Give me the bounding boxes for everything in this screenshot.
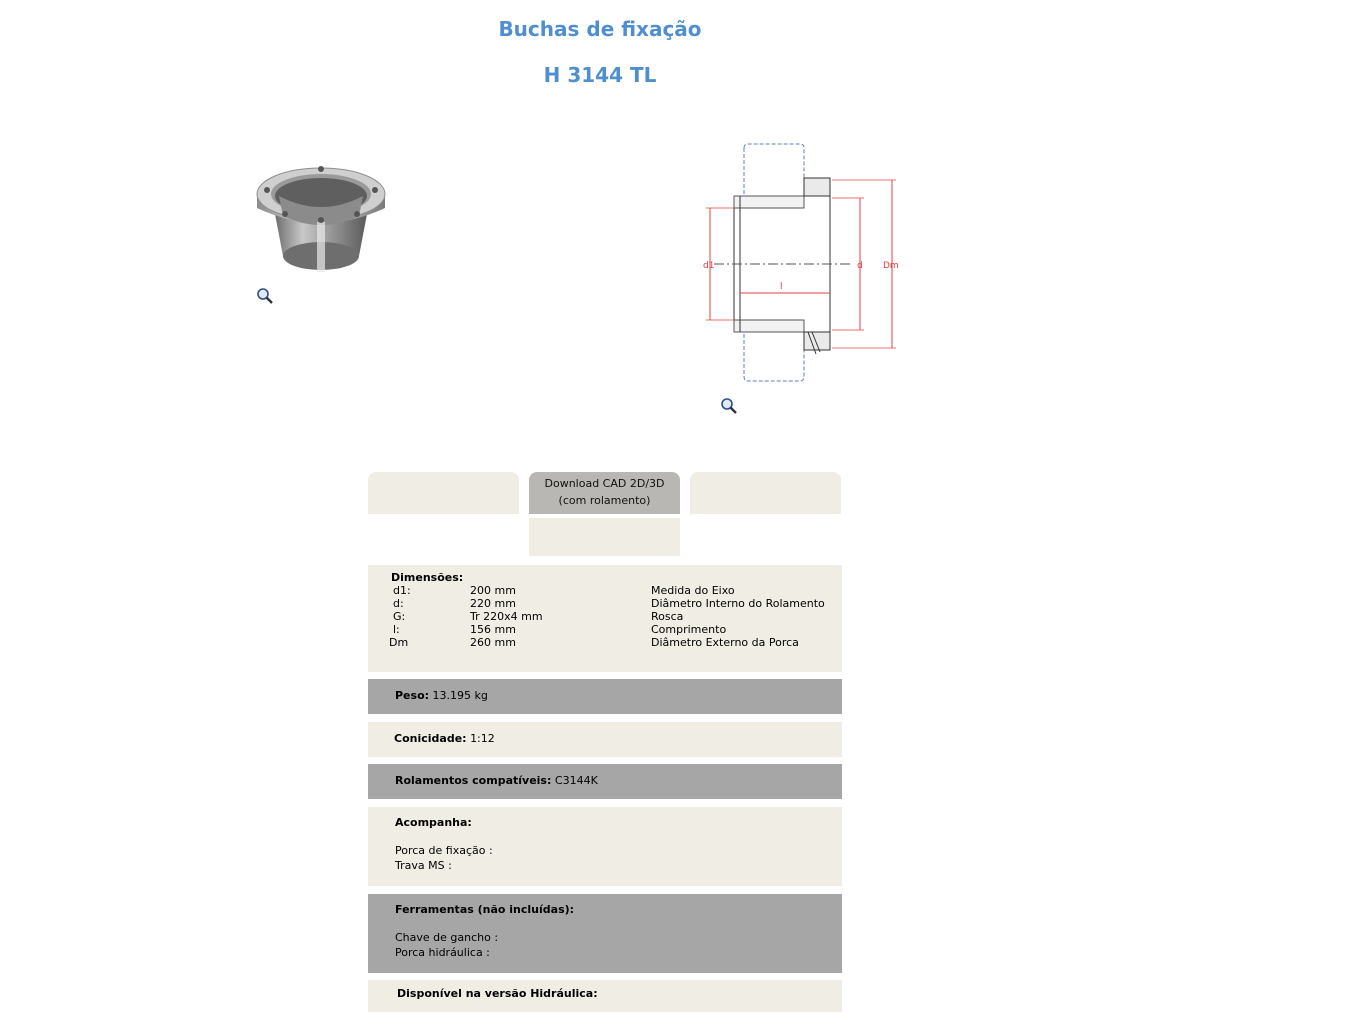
tab-empty-right xyxy=(690,472,841,514)
dimension-row xyxy=(368,597,842,610)
compatible-bearings-panel xyxy=(368,764,842,799)
dimension-symbol: G: xyxy=(393,610,406,623)
tab-empty-left xyxy=(368,472,519,514)
dimension-symbol: d: xyxy=(393,597,404,610)
dimension-value: 260 mm xyxy=(470,636,516,649)
magnifier-icon[interactable] xyxy=(720,397,738,415)
dimension-symbol: d1: xyxy=(393,584,411,597)
taper-label: Conicidade: xyxy=(394,732,467,745)
product-model: H 3144 TL xyxy=(543,63,657,87)
magnifier-icon[interactable] xyxy=(256,287,274,305)
dimensions-panel xyxy=(368,565,842,672)
compatible-bearings-label: Rolamentos compatíveis: xyxy=(395,774,552,787)
compatible-bearings-value: C3144K xyxy=(554,774,598,787)
dimensions-heading: Dimensões: xyxy=(391,571,464,584)
dimension-row xyxy=(368,610,842,623)
tool-item: Chave de gancho : xyxy=(395,931,499,944)
dimension-row xyxy=(368,623,842,636)
dimension-description: Diâmetro Externo da Porca xyxy=(651,636,799,649)
dimension-row xyxy=(368,636,842,649)
dimension-symbol: Dm xyxy=(389,636,409,649)
tools-panel xyxy=(368,894,842,973)
product-photo[interactable] xyxy=(253,156,391,274)
page-title: Buchas de fixação xyxy=(498,17,702,41)
dim-label-dm: Dm xyxy=(883,261,899,271)
dimension-value: 200 mm xyxy=(470,584,516,597)
tab-download-cad[interactable] xyxy=(529,472,680,514)
hydraulic-version-heading: Disponível na versão Hidráulica: xyxy=(397,987,598,1000)
tab-content xyxy=(529,518,680,556)
dim-label-l: l xyxy=(780,282,783,292)
dimension-row xyxy=(368,584,842,597)
included-items-panel xyxy=(368,807,842,886)
tools-heading: Ferramentas (não incluídas): xyxy=(395,903,575,916)
dimension-description: Rosca xyxy=(651,610,684,623)
dimension-symbol: l: xyxy=(393,623,400,636)
included-item: Trava MS : xyxy=(395,859,452,872)
tab-download-cad-line2: (com rolamento) xyxy=(558,494,651,507)
dimension-value: 220 mm xyxy=(470,597,516,610)
taper-panel xyxy=(368,722,842,757)
hydraulic-version-panel xyxy=(368,980,842,1012)
technical-drawing[interactable] xyxy=(700,138,902,384)
dimension-value: Tr 220x4 mm xyxy=(470,610,543,623)
dimension-description: Comprimento xyxy=(651,623,727,636)
tool-item: Porca hidráulica : xyxy=(395,946,490,959)
dim-label-d: d xyxy=(857,261,863,271)
dimension-description: Diâmetro Interno do Rolamento xyxy=(651,597,825,610)
weight-label: Peso: xyxy=(395,689,430,702)
included-items-heading: Acompanha: xyxy=(395,816,472,829)
weight-value: 13.195 kg xyxy=(432,689,488,702)
tab-download-cad-line1: Download CAD 2D/3D xyxy=(544,477,665,490)
dim-label-d1: d1 xyxy=(703,261,715,271)
weight-panel xyxy=(368,679,842,714)
included-item: Porca de fixação : xyxy=(395,844,493,857)
dimension-description: Medida do Eixo xyxy=(651,584,735,597)
taper-value: 1:12 xyxy=(470,732,495,745)
dimension-value: 156 mm xyxy=(470,623,516,636)
